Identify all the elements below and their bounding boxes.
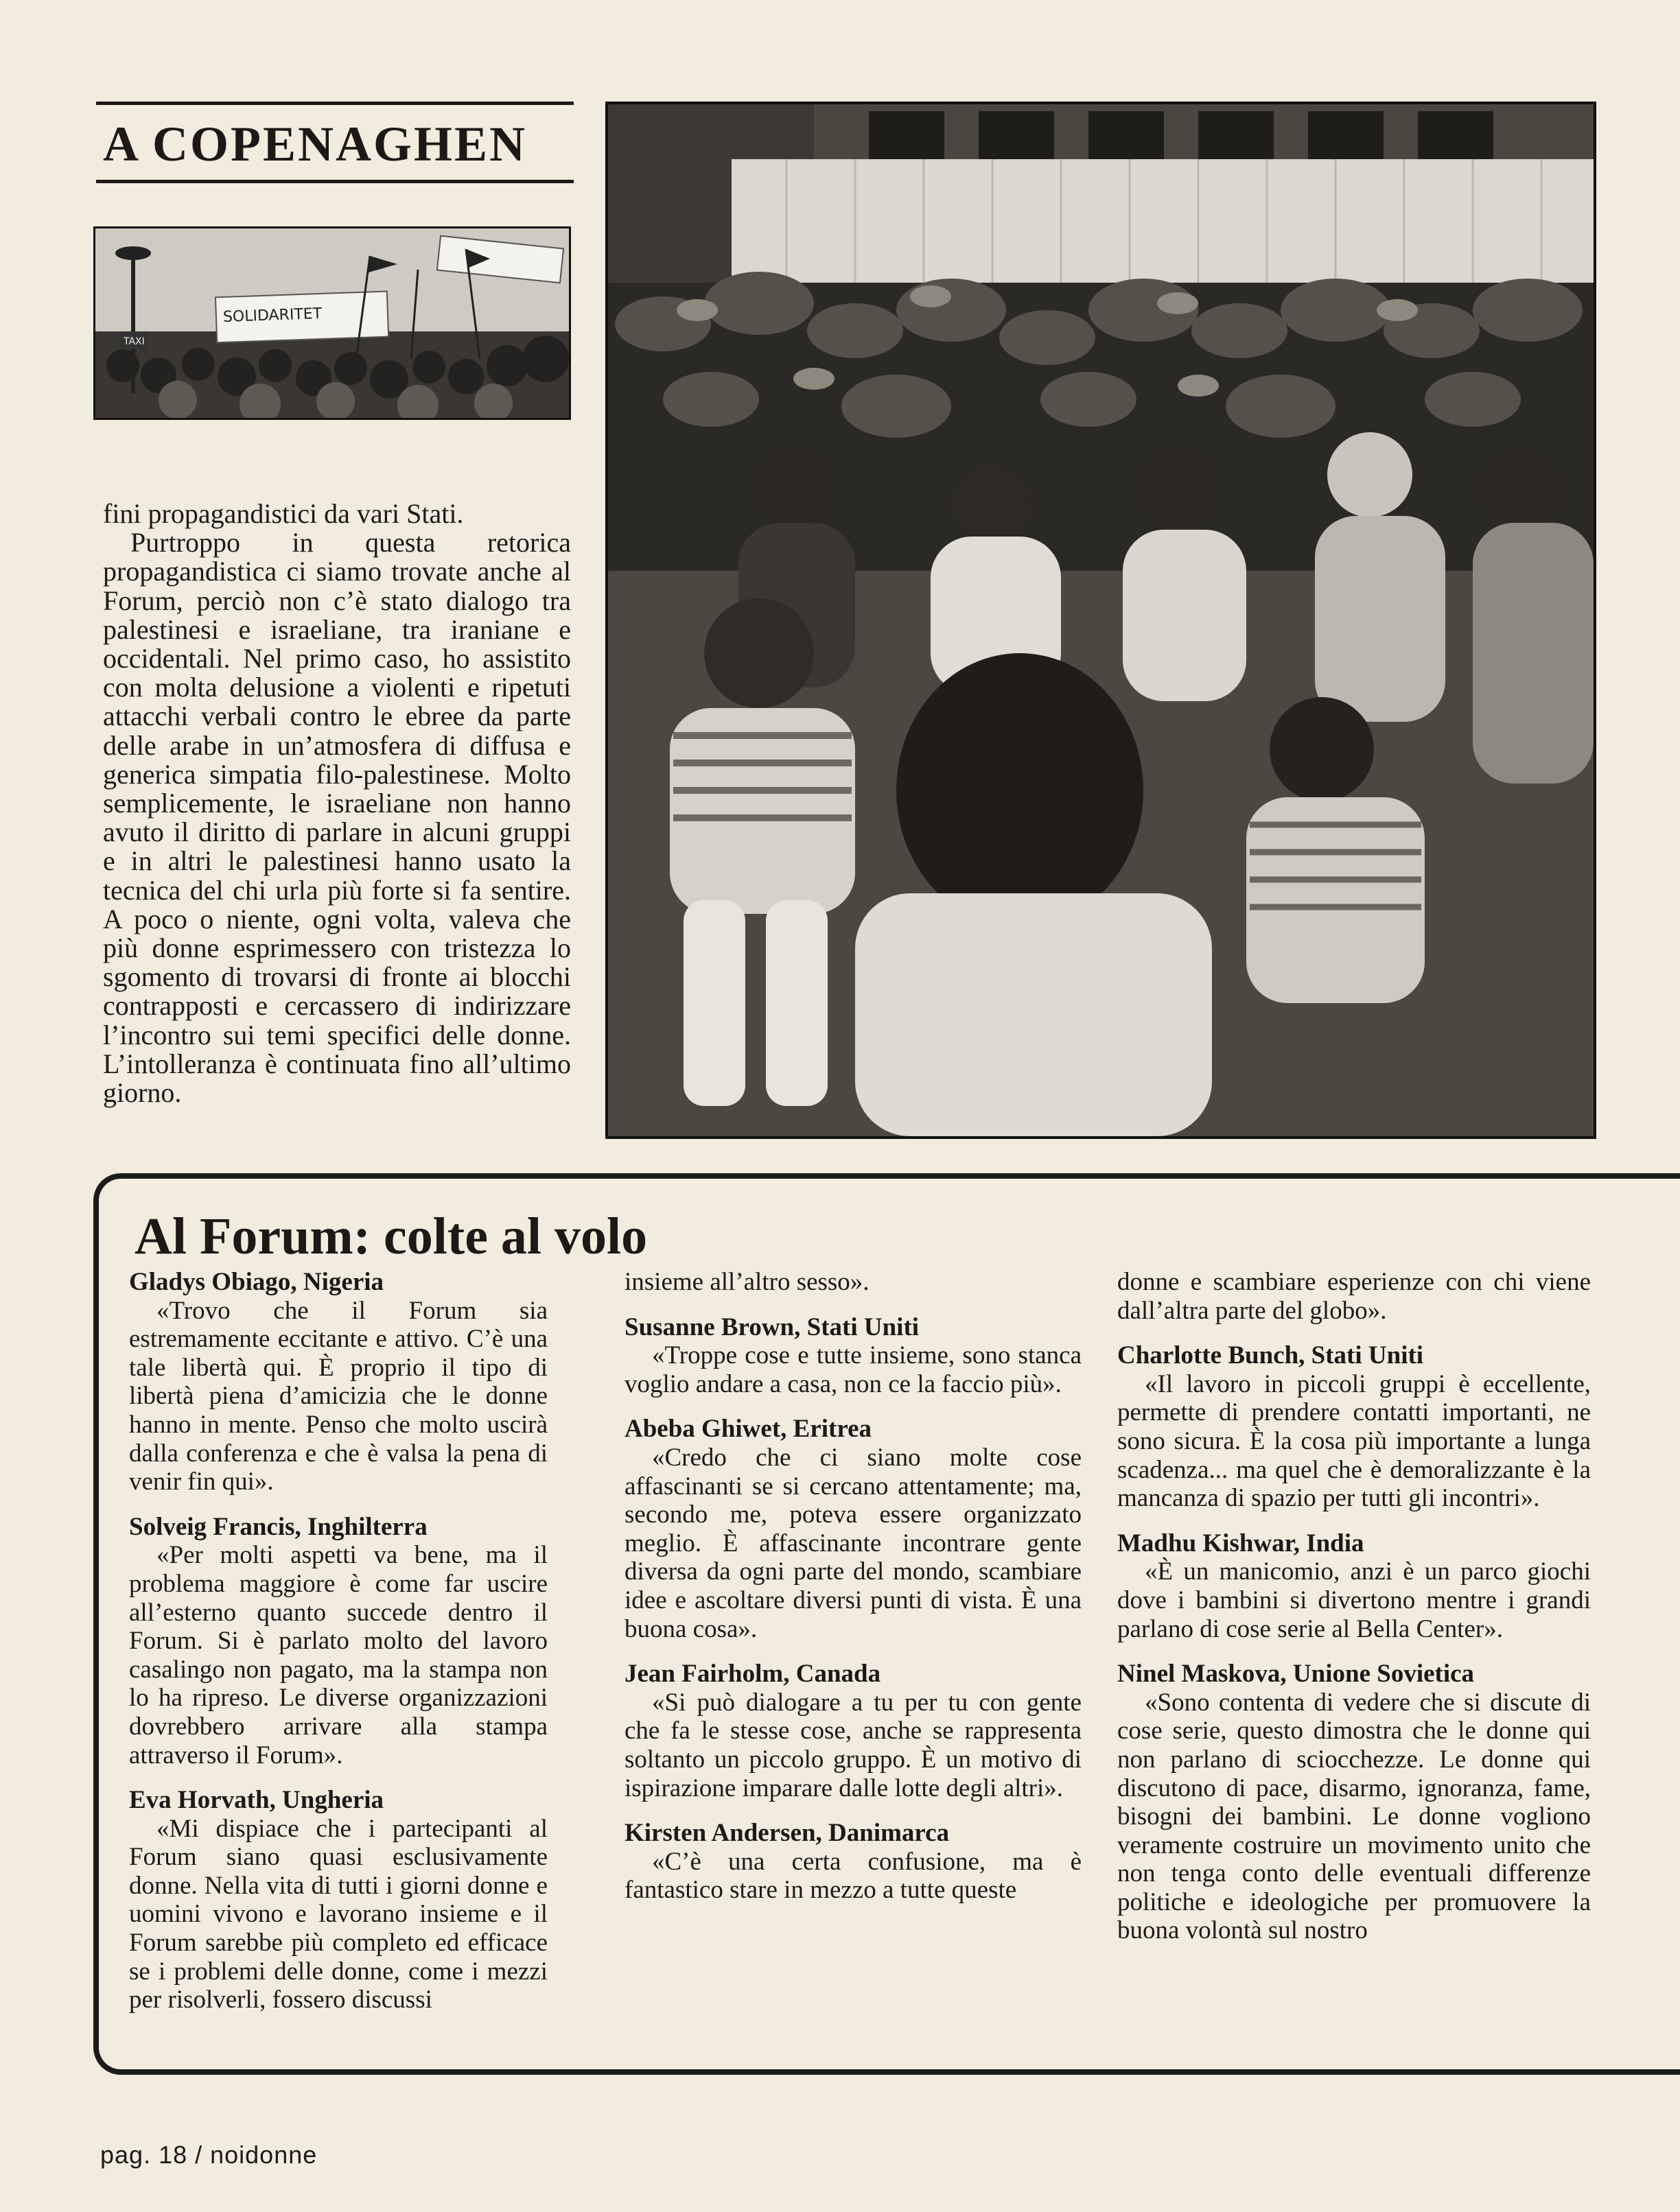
- intro-paragraph-2: Purtroppo in questa retorica propagandistica ci siamo trovate anche al Forum, perciò non c’è stato dialogo tra palestinesi e israeliane, tra iraniane e occidentali. Nel primo caso, ho assistito con molta delusione a violenti e ripetuti attacchi verbali contro le ebree da parte delle arabe in un’atmosfera di diffusa e generica simpatia filo-palestinese. Molto semplicemente, le israeliane non hanno avuto il diritto di parlare in alcuni gruppi e in altri le palestinesi hanno usato la tecnica del chi urla più forte si fa sentire. A poco o niente, ogni volta, valeva che più donne esprimessero con tristezza lo sgomento di trovarsi di fronte ai blocchi contrapposti e cercassero di indirizzare l’incontro sui temi specifici delle donne. L’intolleranza è continuata fino all’ultimo giorno.: [103, 527, 571, 1109]
- speaker-name: Susanne Brown, Stati Uniti: [625, 1313, 920, 1341]
- speaker-quote: «Il lavoro in piccoli gruppi è eccellente, permette di prendere contatti importanti, ne sono sicura. È la cosa più importante a lunga scadenza... ma quel che è demoralizzante è la mancanza di spazio per tutti gli incontri».: [1117, 1369, 1591, 1513]
- quote-continuation: insieme all’altro sesso».: [625, 1268, 870, 1296]
- speaker-quote: «È un manicomio, anzi è un parco giochi dove i bambini si divertono mentre i grandi parlano di cose serie al Bella Center».: [1117, 1557, 1591, 1643]
- speaker-quote: «Trovo che il Forum sia estremamente eccitante e attivo. C’è una tale libertà qui. È proprio il tipo di libertà piena d’amicizia che le donne hanno in mente. Penso che molto uscirà dalla conferenza e che è valsa la pena di venir fin qui».: [129, 1296, 548, 1496]
- page-footer: pag. 18 / noidonne: [100, 2141, 318, 2169]
- svg-text:TAXI: TAXI: [124, 336, 145, 347]
- speaker-name: Ninel Maskova, Unione Sovietica: [1117, 1660, 1475, 1689]
- banner-text: SOLIDARITET: [222, 305, 323, 326]
- speaker-name: Eva Horvath, Ungheria: [129, 1786, 384, 1815]
- header-rule-bottom: [96, 180, 574, 183]
- speaker-name: Kirsten Andersen, Danimarca: [625, 1819, 950, 1848]
- speaker-quote: «C’è una certa confusione, ma è fantastico stare in mezzo a tutte queste: [625, 1847, 1082, 1905]
- speaker-name: Madhu Kishwar, India: [1117, 1529, 1364, 1557]
- speaker-quote: «Si può dialogare a tu per tu con gente che fa le stesse cose, anche se rappresenta soltanto un piccolo gruppo. È un motivo di ispirazione imparare dalle lotte degli altri».: [625, 1688, 1082, 1802]
- speaker-name: Gladys Obiago, Nigeria: [129, 1268, 384, 1296]
- speaker-quote: «Mi dispiace che i partecipanti al Forum siano quasi esclusivamente donne. Nella vita di tutti i giorni donne e uomini vivono e lavorano insieme e il Forum sarebbe più completo ed efficace se i problemi delle donne, come i mezzi per risolverli, fossero discussi: [129, 1814, 548, 2014]
- intro-paragraph-1: fini propagandistici da vari Stati.: [103, 498, 464, 529]
- box-column-3: [1117, 1268, 1591, 1945]
- box-title: Al Forum: colte al volo: [135, 1208, 648, 1265]
- speaker-name: Charlotte Bunch, Stati Uniti: [1117, 1341, 1424, 1370]
- header-rule-top: [96, 102, 574, 105]
- speaker-quote: «Credo che ci siano molte cose affascinanti se si cercano attentamente; ma, secondo me, poteva essere organizzato meglio. È affascinante incontrare gente diversa da ogni parte del mondo, scambiare idee e ascoltare diversi punti di vista. È una buona cosa».: [625, 1443, 1082, 1643]
- crowd-photo: [93, 226, 571, 420]
- speaker-name: Abeba Ghiwet, Eritrea: [625, 1415, 872, 1444]
- speaker-name: Solveig Francis, Inghilterra: [129, 1512, 428, 1541]
- speaker-quote: «Troppe cose e tutte insieme, sono stanca voglio andare a casa, non ce la faccio più».: [625, 1341, 1082, 1398]
- section-title: A COPENAGHEN: [103, 117, 528, 172]
- quote-continuation: donne e scambiare esperienze con chi viene dall’altra parte del globo».: [1117, 1268, 1591, 1325]
- box-column-2: [625, 1268, 1082, 1905]
- main-photo: [605, 102, 1596, 1139]
- speaker-name: Jean Fairholm, Canada: [625, 1660, 881, 1689]
- speaker-quote: «Sono contenta di vedere che si discute di cose serie, questo dimostra che le donne qui non parlano di sciocchezze. Le donne qui discutono di pace, disarmo, ignoranza, fame, bisogni dei bambini. Le donne vogliono veramente costruire un movimento unito che non tenga conto delle eventuali differenze politiche e ideologiche per promuovere la buona volontà sul nostro: [1117, 1688, 1591, 1945]
- intro-text: [103, 499, 571, 1107]
- box-column-1: [129, 1268, 548, 2014]
- speaker-quote: «Per molti aspetti va bene, ma il problema maggiore è come far uscire all’esterno quanto succede dentro il Forum. Si è parlato molto del lavoro casalingo non pagato, ma la stampa non lo ha ripreso. Le diverse organizzazioni dovrebbero arrivare alla stampa attraverso il Forum».: [129, 1541, 548, 1769]
